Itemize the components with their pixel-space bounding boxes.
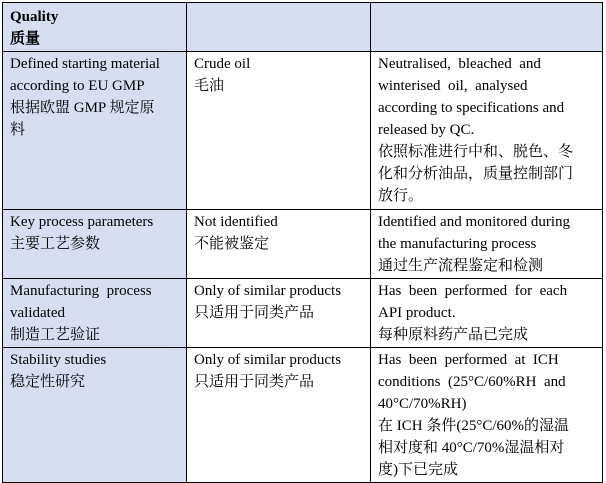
- api-line: 放行。: [378, 188, 424, 204]
- header-row: [3, 3, 603, 52]
- api-line: released by QC.: [378, 122, 475, 138]
- header-title-en: Quality: [10, 9, 59, 25]
- similar-products-cell: [187, 52, 371, 210]
- api-line: 化和分析油品，质量控制部门: [378, 166, 574, 182]
- api-line: Has been performed at ICH: [378, 352, 559, 368]
- similar-line: 只适用于同类产品: [194, 374, 315, 390]
- header-quality-cell: [3, 3, 187, 52]
- similar-line: Only of similar products: [194, 352, 342, 368]
- api-cell: [371, 210, 603, 279]
- similar-line: Crude oil: [194, 56, 251, 72]
- param-line: Defined starting material: [10, 56, 160, 72]
- api-line: 每种原料药产品已完成: [378, 327, 529, 343]
- param-line: 根据欧盟 GMP 规定原: [10, 100, 155, 116]
- api-line: 40°C/70%RH): [378, 396, 467, 412]
- param-line: Key process parameters: [10, 214, 154, 230]
- param-line: 料: [10, 122, 26, 138]
- api-line: conditions (25°C/60%RH and: [378, 374, 566, 390]
- similar-line: 毛油: [194, 78, 225, 94]
- table-row-key-process-parameters: [3, 210, 603, 279]
- similar-products-cell: [187, 348, 371, 483]
- api-line: 相对度和 40°C/70%湿温相对: [378, 440, 565, 456]
- api-cell: [371, 279, 603, 348]
- api-line: Has been performed for each: [378, 283, 568, 299]
- param-cell: [3, 210, 187, 279]
- api-cell: [371, 52, 603, 210]
- api-line: according to specifications and: [378, 100, 565, 116]
- quality-comparison-table: [2, 2, 603, 483]
- header-empty-cell-2: [187, 3, 371, 52]
- param-line: according to EU GMP: [10, 78, 145, 94]
- api-line: 依照标准进行中和、脱色、冬: [378, 144, 574, 160]
- similar-line: 不能被鉴定: [194, 236, 270, 252]
- param-cell: [3, 279, 187, 348]
- param-line: 制造工艺验证: [10, 327, 101, 343]
- api-line: 度)下已完成: [378, 462, 458, 478]
- api-line: Neutralised, bleached and: [378, 56, 541, 72]
- table-row-stability-studies: [3, 348, 603, 483]
- similar-products-cell: [187, 210, 371, 279]
- param-line: Manufacturing process: [10, 283, 152, 299]
- api-line: Identified and monitored during: [378, 214, 571, 230]
- api-line: the manufacturing process: [378, 236, 537, 252]
- similar-line: Not identified: [194, 214, 278, 230]
- api-cell: [371, 348, 603, 483]
- param-line: 稳定性研究: [10, 374, 86, 390]
- table-row-starting-material: [3, 52, 603, 210]
- api-line: API product.: [378, 305, 456, 321]
- similar-line: Only of similar products: [194, 283, 342, 299]
- similar-line: 只适用于同类产品: [194, 305, 315, 321]
- param-line: 主要工艺参数: [10, 236, 101, 252]
- api-line: winterised oil, analysed: [378, 78, 528, 94]
- param-cell: [3, 348, 187, 483]
- similar-products-cell: [187, 279, 371, 348]
- header-empty-cell-3: [371, 3, 603, 52]
- api-line: 通过生产流程鉴定和检测: [378, 258, 544, 274]
- header-title-zh: 质量: [10, 31, 41, 47]
- param-cell: [3, 52, 187, 210]
- api-line: 在 ICH 条件(25°C/60%的湿温: [378, 418, 569, 434]
- table-row-process-validated: [3, 279, 603, 348]
- param-line: Stability studies: [10, 352, 107, 368]
- param-line: validated: [10, 305, 65, 321]
